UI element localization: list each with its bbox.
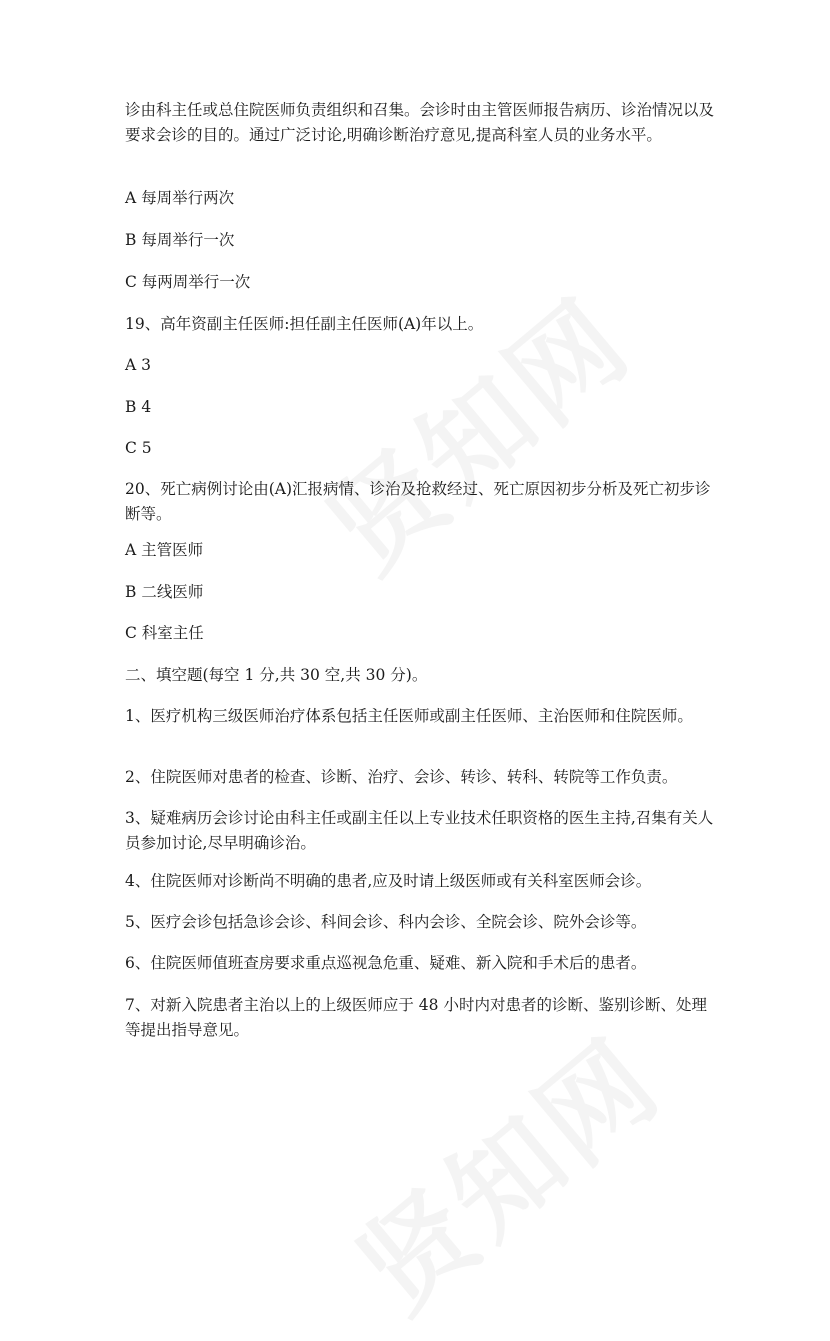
watermark-bottom xyxy=(320,997,688,1341)
fill-item: 3、疑难病历会诊讨论由科主任或副主任以上专业技术任职资格的医生主持,召集有关人员参加讨论,尽早明确诊治。 xyxy=(125,809,714,852)
question-20: 20、死亡病例讨论由(A)汇报病情、诊治及抢救经过、死亡原因初步分析及死亡初步诊断等。 xyxy=(125,480,711,523)
option-text: A 主管医师 xyxy=(125,541,204,559)
fill-item: 1、医疗机构三级医师治疗体系包括主任医师或副主任医师、主治医师和住院医师。 xyxy=(125,707,693,725)
option-text: C 每两周举行一次 xyxy=(125,273,251,291)
intro-paragraph: 诊由科主任或总住院医师负责组织和召集。会诊时由主管医师报告病历、诊治情况以及要求会诊的目的。通过广泛讨论,明确诊断治疗意见,提高科室人员的业务水平。 xyxy=(125,101,715,144)
section-heading: 二、填空题(每空 1 分,共 30 空,共 30 分)。 xyxy=(125,666,428,684)
option-text: A 3 xyxy=(125,356,151,374)
option-text: C 科室主任 xyxy=(125,624,204,642)
fill-item: 4、住院医师对诊断尚不明确的患者,应及时请上级医师或有关科室医师会诊。 xyxy=(125,872,652,890)
fill-item: 6、住院医师值班查房要求重点巡视急危重、疑难、新入院和手术后的患者。 xyxy=(125,954,647,972)
fill-item: 5、医疗会诊包括急诊会诊、科间会诊、科内会诊、全院会诊、院外会诊等。 xyxy=(125,913,647,931)
question-19: 19、高年资副主任医师:担任副主任医师(A)年以上。 xyxy=(125,315,484,333)
fill-item: 7、对新入院患者主治以上的上级医师应于 48 小时内对患者的诊断、鉴别诊断、处理等提出指导意见。 xyxy=(125,996,707,1039)
option-text: A 每周举行两次 xyxy=(125,189,235,207)
option-text: B 二线医师 xyxy=(125,583,204,601)
option-text: B 每周举行一次 xyxy=(125,231,235,249)
fill-item: 2、住院医师对患者的检查、诊断、治疗、会诊、转诊、转科、转院等工作负责。 xyxy=(125,768,678,786)
option-text: C 5 xyxy=(125,439,152,457)
option-text: B 4 xyxy=(125,398,152,416)
